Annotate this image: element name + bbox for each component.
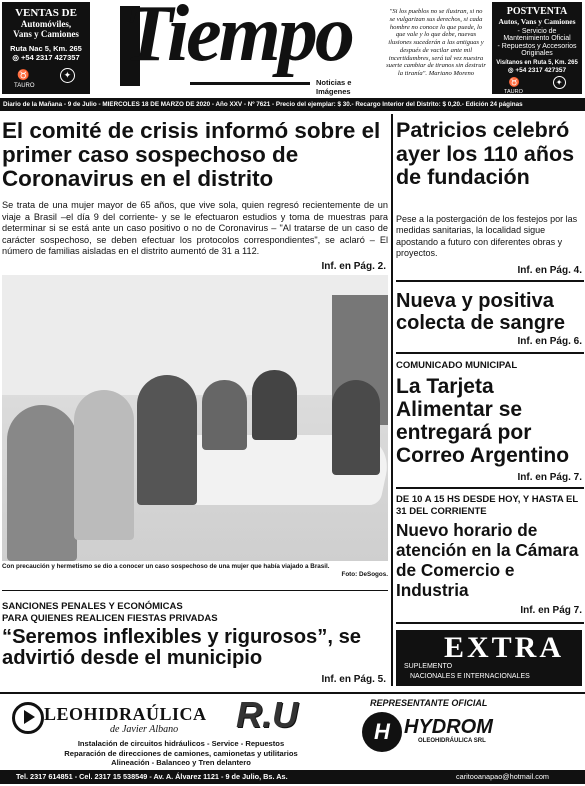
main-headline: El comité de crisis informó sobre el primer caso sospechoso de Coronavirus en el distrito — [2, 118, 381, 192]
ad-ventas-title: VENTAS DE — [15, 7, 77, 19]
ad-postventa-brand: TAURO — [504, 89, 523, 96]
ad-ventas-address: Ruta Nac 5, Km. 265 — [10, 44, 82, 53]
main-bottom-rule — [2, 590, 388, 591]
ad-postventa — [492, 2, 582, 94]
bottom-ad — [0, 692, 585, 786]
leohidraulica-owner: de Javier Albano — [110, 724, 179, 735]
moreno-quote: "Si los pueblos no se ilustran, si no se vulgarizan sus derechos, si cada hombre no conoce lo que puede, lo que vale y lo que debe, nuevas ilusiones sucederán a las antiguas y después de vacilar ante mil incertidumbres, será tal vez nuestra suerte cambiar de tiranos sin destruir la tiranía". Mariano Moreno — [386, 8, 486, 78]
whatsapp-icon: ◎ — [12, 53, 19, 62]
photo-person-4 — [202, 380, 247, 450]
colecta-headline: Nueva y positiva colecta de sangre — [396, 290, 565, 334]
leohidraulica-services: Instalación de circuitos hidráulicos - Service - Repuestos Reparación de direcciones de camiones, camionetas y utilitarios Alineación - Balanceo y Tren delantero — [64, 739, 298, 768]
contact-info: Tel. 2317 614851 - Cel. 2317 15 538549 - Av. A. Álvarez 1121 - 9 de Julio, Bs. As. — [16, 772, 288, 781]
photo-person-2 — [74, 390, 134, 540]
extra-box[interactable] — [396, 630, 582, 686]
ad-postventa-visit: Visítanos en Ruta 5, Km. 265 — [496, 60, 578, 67]
photo-person-6 — [332, 380, 380, 475]
ad-ventas — [2, 2, 90, 94]
photo-person-1 — [7, 405, 77, 561]
rep-oficial: REPRESENTANTE OFICIAL — [370, 698, 488, 708]
colecta-ref: Inf. en Pág. 6. — [517, 336, 582, 347]
patricios-headline: Patricios celebró ayer los 110 años de fundación — [396, 118, 575, 190]
tarjeta-ref: Inf. en Pág. 7. — [517, 472, 582, 483]
camara-rule — [396, 622, 584, 624]
dateline-bar — [0, 98, 585, 111]
tarjeta-kicker: COMUNICADO MUNICIPAL — [396, 360, 518, 371]
photo-wall — [2, 275, 388, 395]
column-divider — [391, 114, 393, 686]
contact-bar — [0, 770, 585, 784]
ad-ventas-phone: ◎ +54 2317 427357 — [12, 53, 80, 62]
photo-caption-text: Con precaución y hermetismo se dio a conocer un caso sospechoso de una mujer que había viajado a Brasil. — [2, 563, 330, 570]
mercedes-star-icon: ✦ — [60, 68, 75, 83]
hydrom-logo-icon: H — [362, 712, 402, 752]
leohidraulica-ru: R.U — [236, 694, 298, 735]
leohidraulica-brand: LEOHIDRAÚLICA — [44, 704, 207, 724]
ad-ventas-subtitle: Automóviles, — [20, 19, 72, 29]
ad-ventas-subtitle2: Vans y Camiones — [13, 29, 79, 39]
ad-postventa-subtitle: Autos, Vans y Camiones — [498, 17, 576, 26]
ad-postventa-title: POSTVENTA — [506, 6, 568, 17]
tauro-bull-icon: ♉ — [17, 70, 30, 81]
hydrom-brand: HYDROM — [404, 716, 493, 738]
play-triangle-icon — [24, 710, 35, 724]
colecta-rule — [396, 352, 584, 354]
main-photo — [2, 275, 388, 561]
extra-title: EXTRA — [444, 631, 565, 664]
patricios-ref: Inf. en Pág. 4. — [517, 265, 582, 276]
ad-ventas-logos — [2, 68, 90, 83]
hydrom-sub: OLEOHIDRÁULICA SRL — [418, 738, 486, 744]
ad-postventa-phone: ◎ +54 2317 427357 — [507, 67, 567, 75]
photo-caption — [2, 563, 388, 578]
whatsapp-icon: ◎ — [507, 67, 514, 75]
sanciones-headline: “Seremos inflexibles y rigurosos”, se advirtió desde el municipio — [2, 626, 362, 670]
extra-line2: NACIONALES E INTERNACIONALES — [410, 673, 530, 680]
patricios-body: Pese a la postergación de los festejos por las medidas sanitarias, la localidad sigue apostando a futuro con diferentes obras y proyectos. — [396, 214, 578, 258]
mercedes-star-icon: ✦ — [553, 76, 566, 89]
sanciones-kicker: SANCIONES PENALES Y ECONÓMICAS PARA QUIENES REALICEN FIESTAS PRIVADAS — [2, 601, 218, 624]
sanciones-ref: Inf. en Pág. 5. — [321, 674, 386, 685]
patricios-rule — [396, 280, 584, 282]
masthead — [120, 0, 380, 96]
photo-person-5 — [252, 370, 297, 440]
camara-headline: Nuevo horario de atención en la Cámara de Comercio e Industria — [396, 520, 579, 601]
tarjeta-headline: La Tarjeta Alimentar se entregará por Correo Argentino — [396, 375, 570, 468]
dateline: Diario de la Mañana - 9 de Julio - MIERCOLES 18 DE MARZO DE 2020 - Año XXV - Nº 7621 - Precio del ejemplar: $ 30.- Recargo Interior del Distrito: $ 0,20.- Edición 24 páginas — [3, 101, 523, 108]
masthead-underline — [190, 82, 310, 85]
photo-person-3 — [137, 375, 197, 505]
tarjeta-rule — [396, 487, 584, 489]
ad-postventa-logos — [492, 76, 582, 89]
main-body: Se trata de una mujer mayor de 65 años, que vive sola, quien regresó recientemente de un viaje a Brasil –el día 9 del corriente- y se le efectuaron estudios y toma de muestras para determinar si se está ante un caso positivo o no de Coronavirus – "Al tratarse de un caso de carácter sospechoso, se deben efectuar los protocolos correspondientes", se aclaró – El número de familias aisladas en el distrito aumentó de 31 a 112. — [2, 200, 388, 256]
camara-kicker: DE 10 A 15 HS DESDE HOY, Y HASTA EL 31 DEL CORRIENTE — [396, 494, 578, 518]
ad-postventa-service: - Servicio de Mantenimiento Oficial - Repuestos y Accesorios Originales — [497, 28, 577, 58]
camara-ref: Inf. en Pág 7. — [520, 605, 582, 616]
masthead-logo: Tiempo — [124, 0, 352, 78]
extra-line1: SUPLEMENTO — [404, 663, 453, 670]
main-ref: Inf. en Pág. 2. — [321, 261, 386, 272]
tauro-bull-icon: ♉ — [508, 77, 520, 88]
contact-email: caritooanapao@hotmail.com — [456, 772, 549, 781]
masthead-tagline: Noticias e Imágenes — [316, 78, 352, 96]
photo-credit: Foto: DeSogos. — [341, 570, 388, 578]
ad-ventas-brand: TAURO — [14, 83, 35, 89]
